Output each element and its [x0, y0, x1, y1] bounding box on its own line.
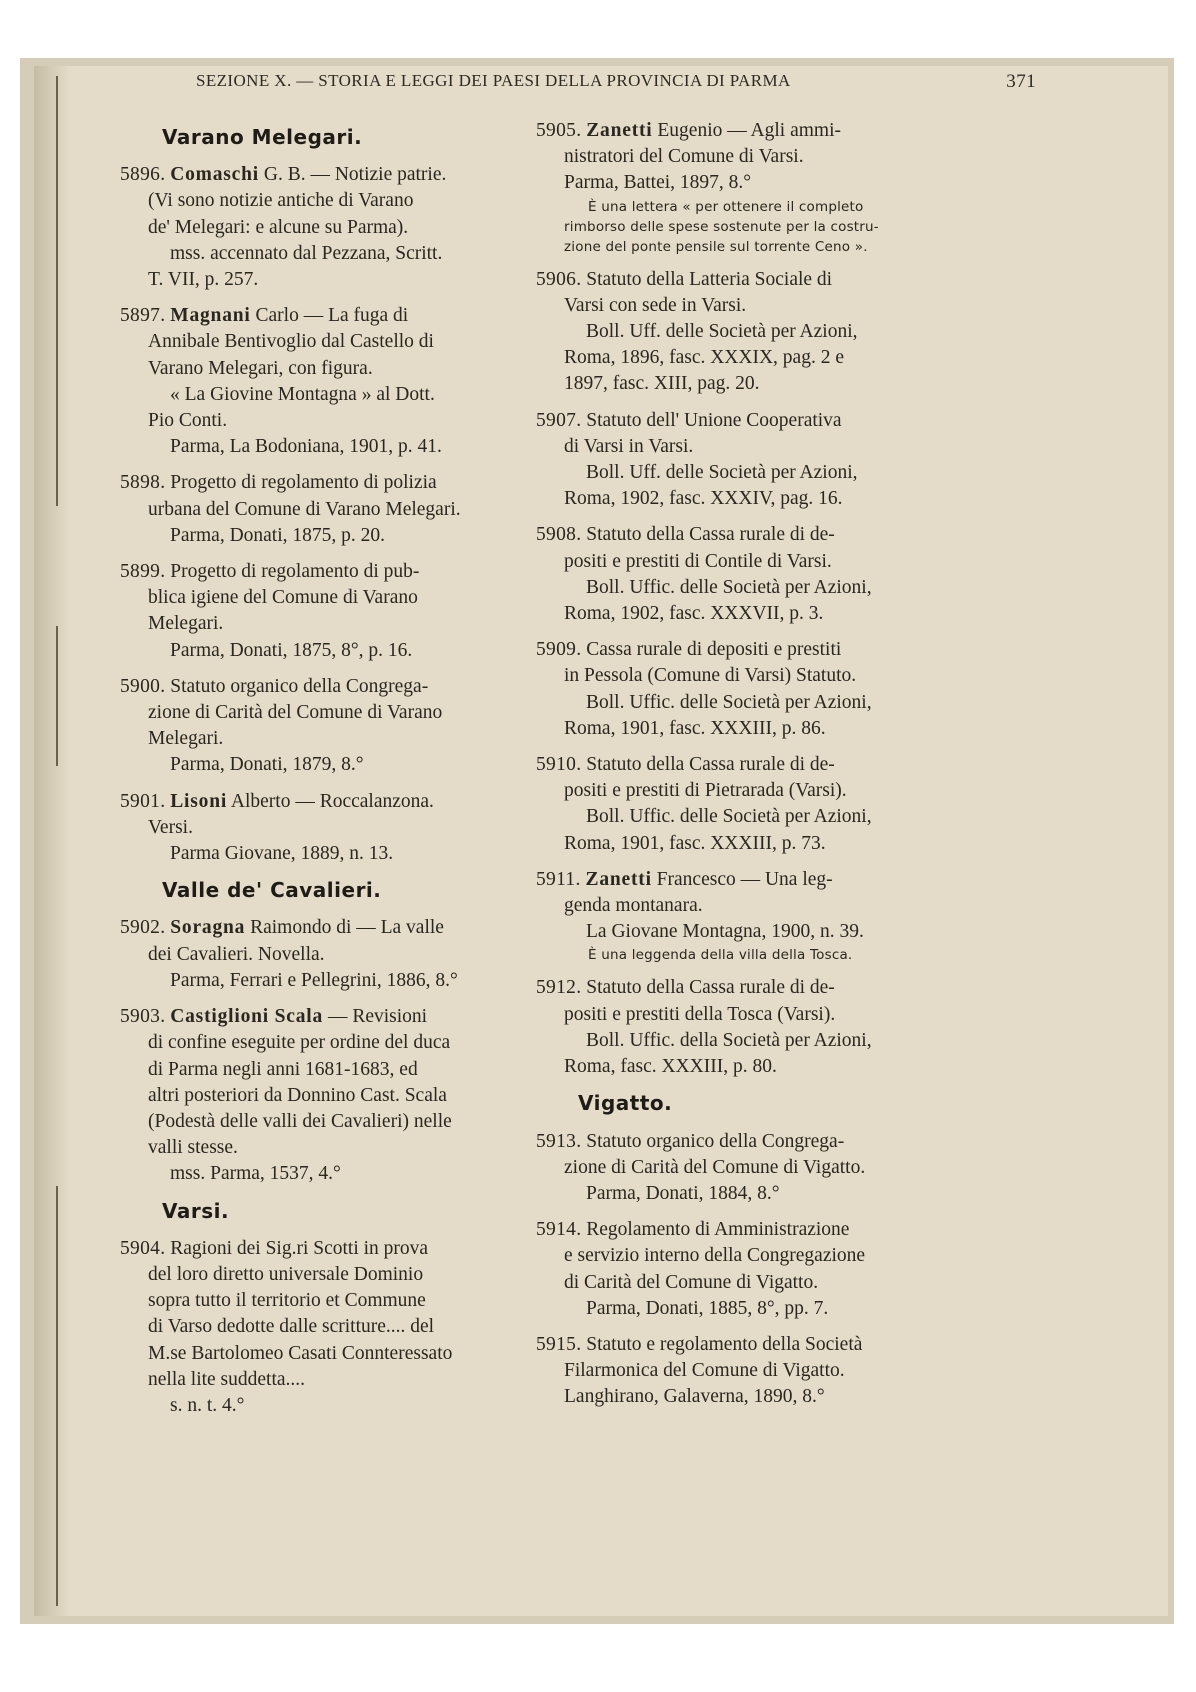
entry-number: 5906. [536, 268, 582, 290]
section-heading: Vigatto. [578, 1091, 673, 1116]
entry-line: Parma Giovane, 1889, n. 13. [170, 843, 394, 865]
entry-text: G. B. — Notizie patrie. [258, 164, 447, 186]
binding-edge-line [56, 626, 58, 766]
entry-line: (Vi sono notizie antiche di Varano [148, 190, 414, 212]
entry-line: Varano Melegari, con figura. [148, 357, 373, 379]
entry-line: Boll. Uffic. delle Società per Azioni, [586, 806, 872, 828]
entry-line: Parma, Donati, 1885, 8°, pp. 7. [586, 1297, 829, 1319]
section-heading: Varano Melegari. [162, 125, 363, 149]
entry-number: 5898. [120, 472, 166, 494]
entry-line: Roma, 1896, fasc. XXXIX, pag. 2 e [564, 347, 844, 369]
entry-number: 5902. [120, 917, 166, 939]
entry-line: Roma, 1902, fasc. XXXIV, pag. 16. [564, 488, 843, 510]
entry-line: Versi. [148, 816, 193, 838]
entry-line: M.se Bartolomeo Casati Connteressato [148, 1342, 453, 1364]
entry-5912 [536, 975, 956, 1080]
entry-number: 5913. [536, 1130, 582, 1152]
entry-text: Statuto organico della Congrega- [165, 675, 429, 697]
entry-line: Melegari. [148, 728, 224, 750]
entry-text: Raimondo di — La valle [245, 917, 444, 939]
entry-author: Comaschi [170, 164, 259, 186]
entry-author: Zanetti [585, 868, 652, 890]
entry-line: sopra tutto il territorio et Commune [148, 1290, 426, 1312]
entry-number: 5909. [536, 639, 582, 661]
entry-text: Progetto di regolamento di pub- [165, 561, 420, 583]
entry-text: Statuto della Cassa rurale di de- [581, 524, 835, 546]
entry-line: Roma, 1901, fasc. XXXIII, p. 73. [564, 832, 826, 854]
entry-text: Statuto dell' Unione Cooperativa [581, 409, 842, 431]
entry-line: di Varsi in Varsi. [564, 435, 694, 457]
entry-number: 5907. [536, 409, 582, 431]
entry-5914 [536, 1217, 956, 1322]
entry-number: 5901. [120, 790, 166, 812]
entry-5915 [536, 1332, 956, 1411]
entry-author: Zanetti [586, 120, 653, 141]
entry-5905 [536, 118, 956, 257]
entry-line: T. VII, p. 257. [148, 269, 259, 291]
entry-note: zione del ponte pensile sul torrente Ceno ». [564, 238, 868, 255]
entry-number: 5900. [120, 675, 166, 697]
running-header [196, 71, 1036, 91]
entry-5898 [120, 470, 544, 549]
entry-number: 5910. [536, 754, 582, 776]
entry-5913 [536, 1129, 956, 1208]
entry-line: valli stesse. [148, 1137, 238, 1159]
entry-line: Filarmonica del Comune di Vigatto. [564, 1360, 845, 1382]
entry-5896 [120, 162, 544, 293]
entry-5906 [536, 267, 956, 398]
entry-number: 5908. [536, 524, 582, 546]
entry-number: 5903. [120, 1006, 166, 1028]
entry-line: Boll. Uffic. delle Società per Azioni, [586, 691, 872, 713]
entry-text: Alberto — Roccalanzona. [227, 790, 434, 812]
page-number: 371 [1006, 71, 1036, 92]
entry-line: Roma, 1902, fasc. XXXVII, p. 3. [564, 603, 824, 625]
entry-line: in Pessola (Comune di Varsi) Statuto. [564, 665, 857, 687]
entry-line: positi e prestiti di Pietrarada (Varsi). [564, 780, 847, 802]
entry-5907 [536, 408, 956, 513]
entry-5899 [120, 559, 544, 664]
entry-author: Soragna [170, 917, 246, 939]
entry-line: blica igiene del Comune di Varano [148, 587, 418, 609]
entry-note: rimborso delle spese sostenute per la costru- [564, 218, 879, 235]
entry-5910 [536, 752, 956, 857]
entry-line: Roma, 1901, fasc. XXXIII, p. 86. [564, 717, 826, 739]
entry-line: La Giovane Montagna, 1900, n. 39. [586, 921, 864, 943]
entry-text: Francesco — Una leg- [651, 868, 833, 890]
section-heading: Valle de' Cavalieri. [162, 878, 382, 903]
entry-line: Pio Conti. [148, 410, 228, 432]
entry-line: altri posteriori da Donnino Cast. Scala [148, 1084, 447, 1106]
page-edge-shadow [34, 66, 70, 1616]
entry-line: di Varso dedotte dalle scritture.... del [148, 1316, 435, 1338]
entry-line: Parma, La Bodoniana, 1901, p. 41. [170, 436, 442, 458]
entry-5900 [120, 674, 544, 779]
entry-line: Parma, Donati, 1875, p. 20. [170, 524, 386, 546]
entry-number: 5905. [536, 120, 582, 141]
entry-line: Boll. Uffic. della Società per Azioni, [586, 1029, 872, 1051]
entry-line: Annibale Bentivoglio dal Castello di [148, 331, 434, 353]
entry-author: Castiglioni Scala [170, 1006, 324, 1028]
entry-text: Eugenio — Agli ammi- [652, 120, 841, 141]
entry-line: (Podestà delle valli dei Cavalieri) nelle [148, 1110, 452, 1132]
right-column [536, 118, 956, 1421]
entry-line: genda montanara. [564, 895, 703, 917]
entry-line: mss. Parma, 1537, 4.° [170, 1163, 341, 1185]
binding-edge-line [56, 1186, 58, 1606]
entry-number: 5897. [120, 305, 166, 327]
entry-number: 5912. [536, 977, 582, 999]
entry-number: 5899. [120, 561, 166, 583]
entry-text: Statuto della Cassa rurale di de- [581, 754, 835, 776]
entry-line: positi e prestiti di Contile di Varsi. [564, 550, 832, 572]
entry-line: e servizio interno della Congregazione [564, 1245, 866, 1267]
entry-line: nella lite suddetta.... [148, 1368, 306, 1390]
entry-line: Langhirano, Galaverna, 1890, 8.° [564, 1386, 825, 1408]
entry-line: zione di Carità del Comune di Varano [148, 702, 443, 724]
entry-5901 [120, 789, 544, 868]
entry-5909 [536, 637, 956, 742]
entry-line: di confine eseguite per ordine del duca [148, 1032, 451, 1054]
entry-line: nistratori del Comune di Varsi. [564, 146, 804, 168]
entry-line: Parma, Donati, 1875, 8°, p. 16. [170, 639, 413, 661]
entry-5908 [536, 522, 956, 627]
entry-line: « La Giovine Montagna » al Dott. [170, 383, 435, 405]
entry-line: Boll. Uff. delle Società per Azioni, [586, 462, 858, 484]
entry-5897 [120, 303, 544, 460]
entry-text: Regolamento di Amministrazione [581, 1219, 850, 1241]
entry-line: Parma, Battei, 1897, 8.° [564, 172, 752, 194]
entry-line: del loro diretto universale Dominio [148, 1263, 424, 1285]
entry-number: 5896. [120, 164, 166, 186]
entry-5903 [120, 1004, 544, 1187]
entry-text: Ragioni dei Sig.ri Scotti in prova [165, 1237, 429, 1259]
entry-5904 [120, 1236, 544, 1419]
entry-line: di Carità del Comune di Vigatto. [564, 1271, 819, 1293]
entry-line: dei Cavalieri. Novella. [148, 943, 325, 965]
entry-5911 [536, 867, 956, 966]
entry-line: positi e prestiti della Tosca (Varsi). [564, 1003, 836, 1025]
binding-edge-line [56, 76, 58, 506]
entry-text: Cassa rurale di depositi e prestiti [581, 639, 842, 661]
entry-line: Melegari. [148, 613, 224, 635]
entry-line: Boll. Uffic. delle Società per Azioni, [586, 576, 872, 598]
entry-line: Parma, Donati, 1884, 8.° [586, 1182, 780, 1204]
entry-text: Progetto di regolamento di polizia [165, 472, 437, 494]
entry-line: Boll. Uff. delle Società per Azioni, [586, 321, 858, 343]
entry-number: 5911. [536, 868, 581, 890]
entry-5902 [120, 915, 544, 994]
section-heading: Varsi. [162, 1198, 230, 1223]
entry-line: Varsi con sede in Varsi. [564, 294, 747, 316]
entry-text: Statuto e regolamento della Società [581, 1333, 863, 1355]
entry-line: urbana del Comune di Varano Melegari. [148, 498, 461, 520]
entry-line: di Parma negli anni 1681-1683, ed [148, 1058, 418, 1080]
entry-line: Roma, fasc. XXXIII, p. 80. [564, 1056, 777, 1078]
entry-text: Statuto della Latteria Sociale di [581, 268, 833, 290]
entry-number: 5915. [536, 1333, 582, 1355]
left-column [120, 118, 544, 1429]
entry-number: 5904. [120, 1237, 166, 1259]
entry-number: 5914. [536, 1219, 582, 1241]
entry-text: Statuto organico della Congrega- [581, 1130, 845, 1152]
header-title: SEZIONE X. — STORIA E LEGGI DEI PAESI DELLA PROVINCIA DI PARMA [196, 71, 791, 90]
entry-text: Statuto della Cassa rurale di de- [581, 977, 835, 999]
entry-note: È una leggenda della villa della Tosca. [588, 947, 853, 964]
entry-line: zione di Carità del Comune di Vigatto. [564, 1156, 866, 1178]
entry-line: Parma, Donati, 1879, 8.° [170, 754, 364, 776]
entry-author: Lisoni [170, 790, 228, 812]
entry-line: de' Melegari: e alcune su Parma). [148, 216, 409, 238]
entry-line: s. n. t. 4.° [170, 1394, 245, 1416]
entry-note: È una lettera « per ottenere il completo [588, 198, 864, 215]
entry-line: mss. accennato dal Pezzana, Scritt. [170, 242, 443, 264]
entry-line: Parma, Ferrari e Pellegrini, 1886, 8.° [170, 969, 458, 991]
entry-author: Magnani [170, 305, 251, 327]
entry-text: Carlo — La fuga di [250, 305, 409, 327]
entry-line: 1897, fasc. XIII, pag. 20. [564, 373, 760, 395]
entry-text: — Revisioni [323, 1006, 428, 1028]
